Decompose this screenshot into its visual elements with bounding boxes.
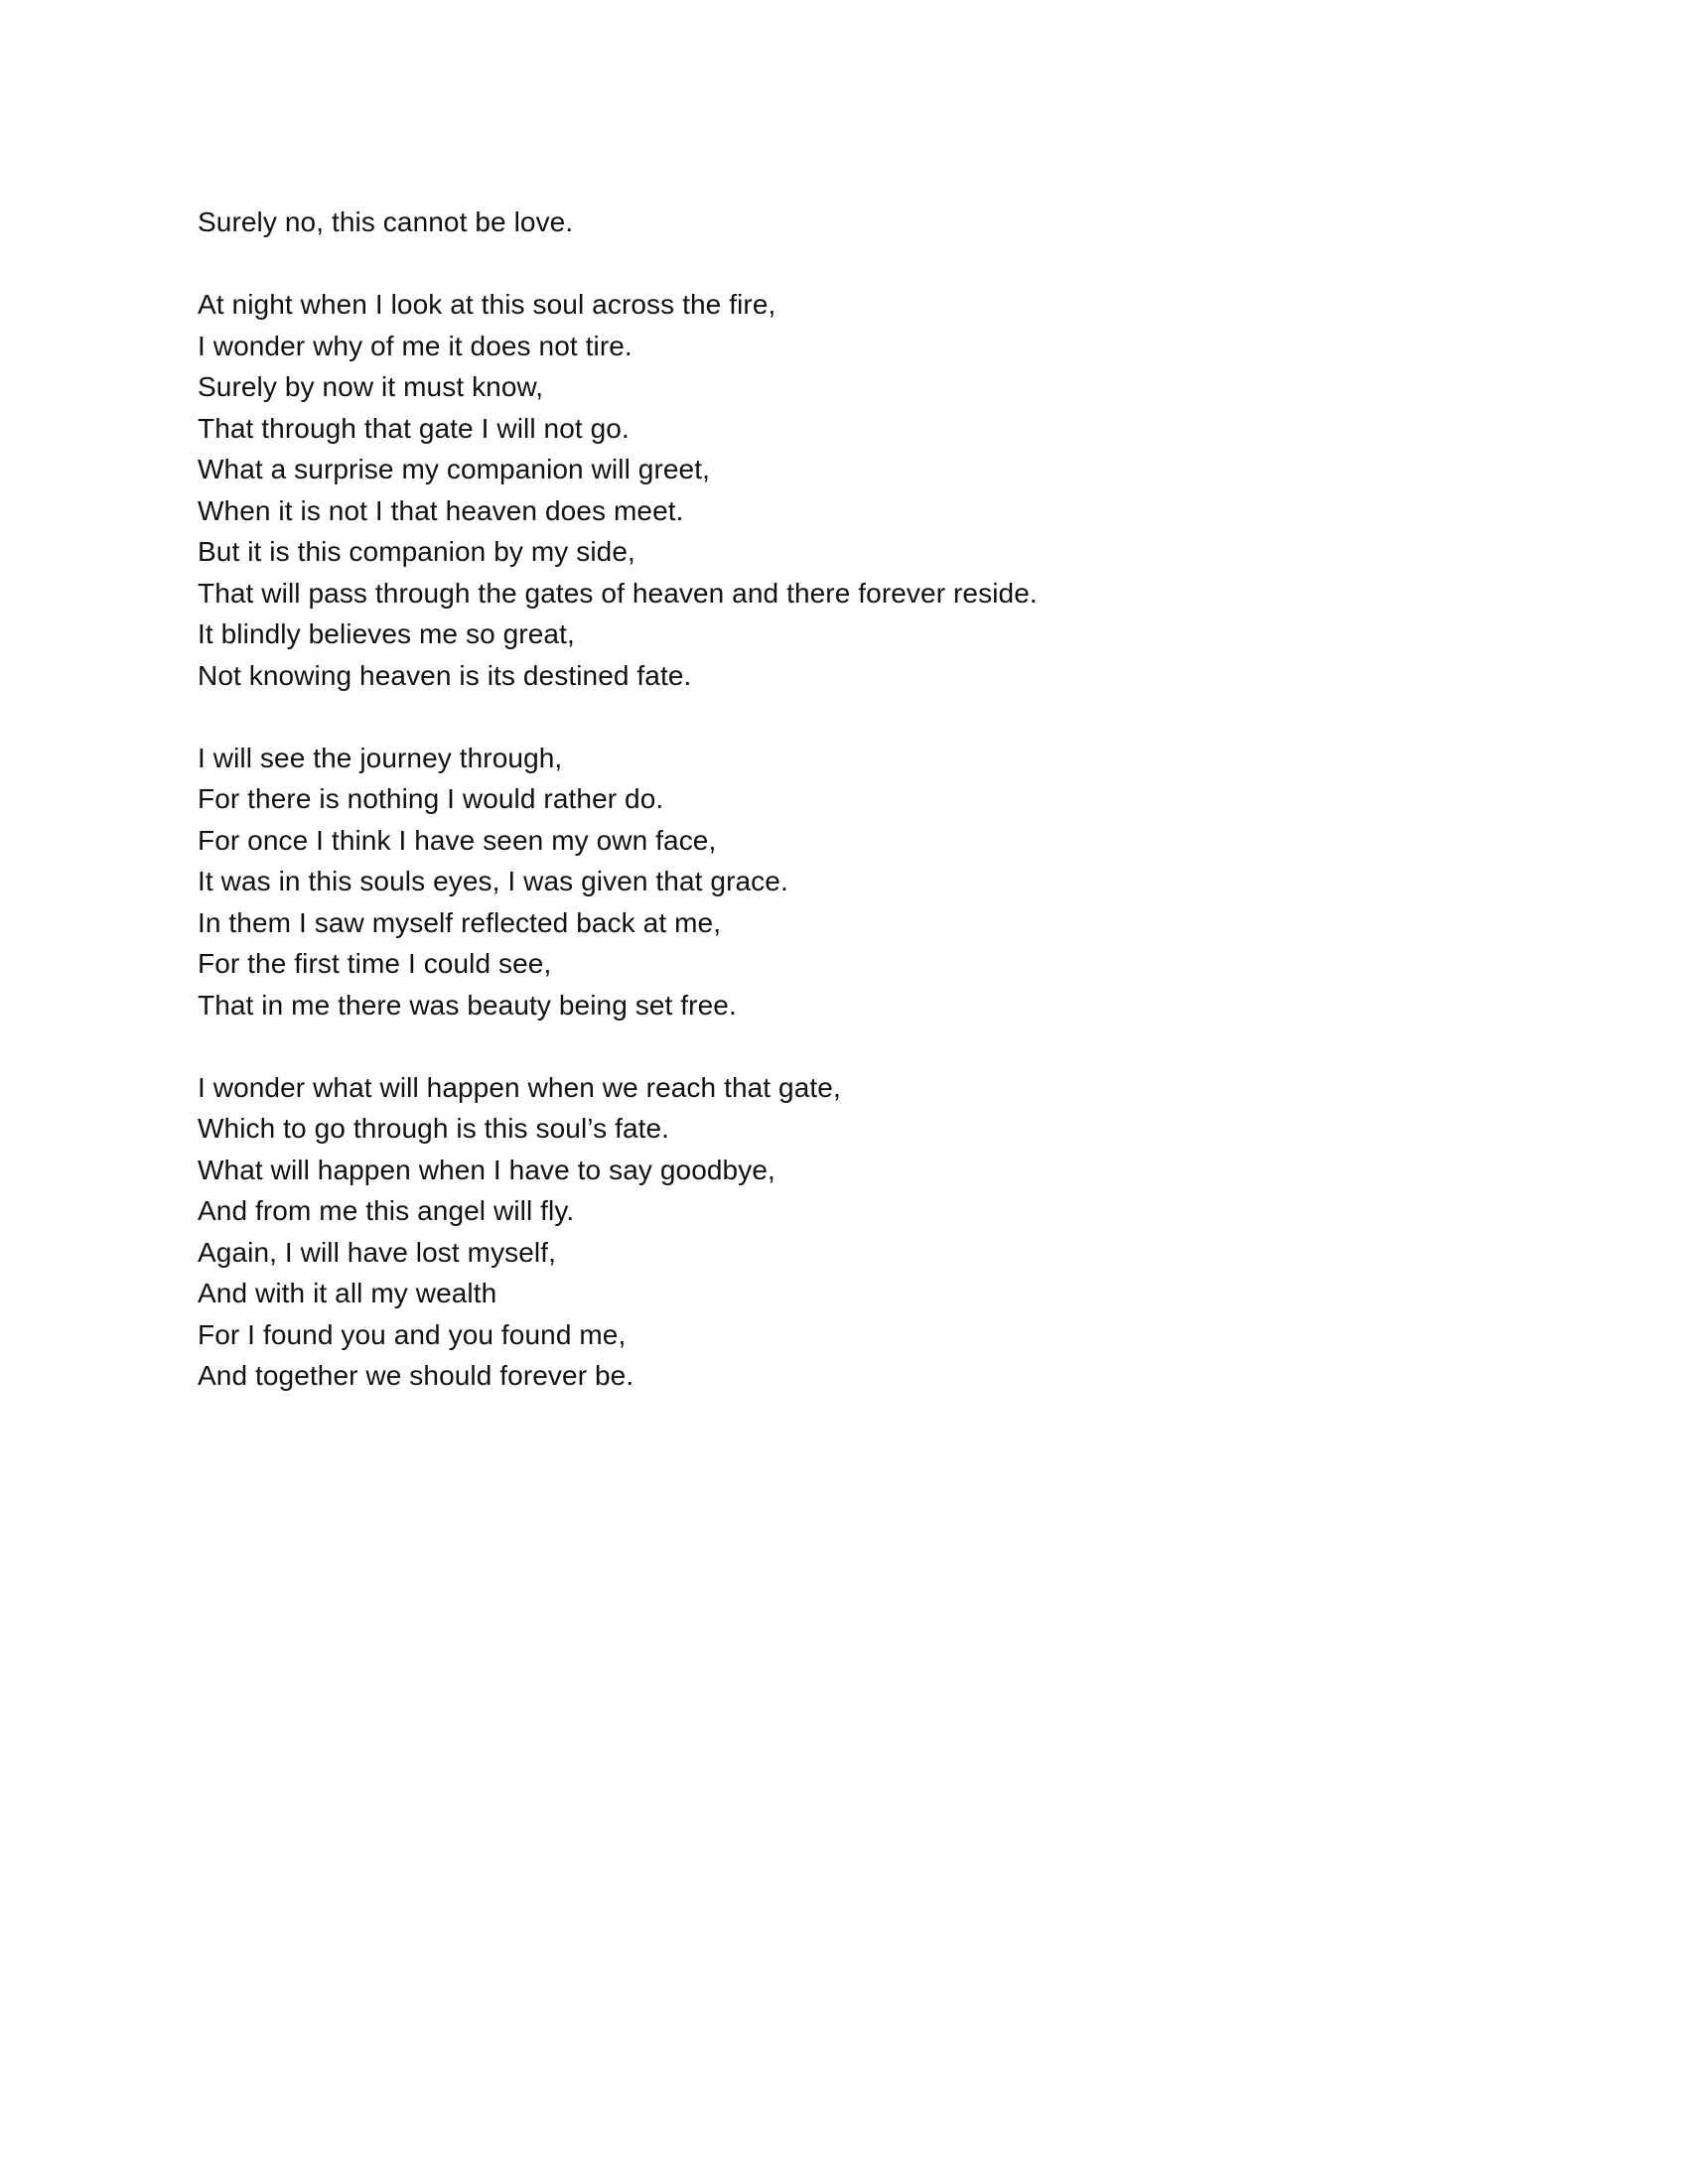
poem-line: Again, I will have lost myself,: [198, 1236, 557, 1268]
poem-line: What will happen when I have to say goodbye,: [198, 1154, 775, 1185]
poem-line: I wonder what will happen when we reach that gate,: [198, 1071, 841, 1103]
poem-line: That will pass through the gates of heaven and there forever reside.: [198, 577, 1038, 609]
poem-line: And from me this angel will fly.: [198, 1195, 575, 1226]
poem-line: Surely no, this cannot be love.: [198, 206, 574, 237]
poem-line: That in me there was beauty being set free.: [198, 989, 737, 1021]
poem-line: That through that gate I will not go.: [198, 412, 630, 444]
stanza-2: [198, 284, 1488, 696]
poem-line: At night when I look at this soul across the fire,: [198, 289, 776, 320]
poem-line: I wonder why of me it does not tire.: [198, 330, 633, 361]
stanza-1: [198, 202, 1488, 243]
poem-line: Not knowing heaven is its destined fate.: [198, 659, 692, 691]
poem-line: I will see the journey through,: [198, 742, 563, 773]
poem-line: It blindly believes me so great,: [198, 618, 575, 649]
poem-line: It was in this souls eyes, I was given that grace.: [198, 866, 788, 896]
poem-line: For I found you and you found me,: [198, 1318, 627, 1350]
poem-line: But it is this companion by my side,: [198, 536, 635, 567]
poem-line: Surely by now it must know,: [198, 371, 544, 402]
poem-line: And with it all my wealth: [198, 1278, 497, 1308]
poem-line: When it is not I that heaven does meet.: [198, 494, 684, 526]
poem-line: Which to go through is this soul’s fate.: [198, 1113, 670, 1144]
poem-line: What a surprise my companion will greet,: [198, 454, 710, 484]
poem-line: In them I saw myself reflected back at me,: [198, 906, 722, 938]
stanza-4: [198, 1067, 1488, 1397]
stanza-3: [198, 738, 1488, 1026]
poem-line: And together we should forever be.: [198, 1360, 634, 1391]
poem-line: For the first time I could see,: [198, 948, 552, 979]
poem-line: For once I think I have seen my own face,: [198, 824, 717, 856]
poem-line: For there is nothing I would rather do.: [198, 783, 664, 814]
poem-body: [198, 202, 1488, 1397]
